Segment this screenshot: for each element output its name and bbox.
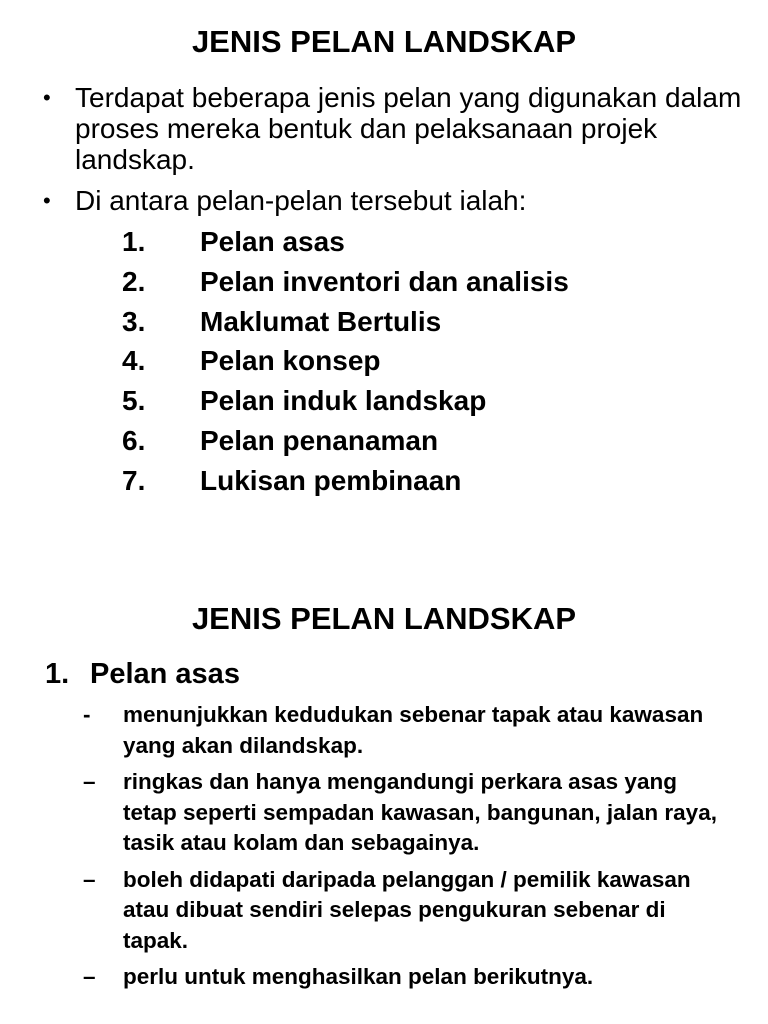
dash-marker: - bbox=[83, 702, 91, 727]
item-text: Pelan inventori dan analisis bbox=[200, 265, 569, 297]
list-item bbox=[122, 262, 569, 302]
item-text: boleh didapati daripada pelanggan / pemilik kawasan atau dibuat sendiri selepas pengukuran sebenar di tapak. bbox=[123, 866, 691, 953]
intro-bullet-list bbox=[43, 82, 743, 226]
item-text: Pelan konsep bbox=[200, 345, 381, 377]
item-text: Pelan asas bbox=[200, 226, 345, 257]
slide-1-title: JENIS PELAN LANDSKAP bbox=[191, 24, 577, 59]
bullet-text: Di antara pelan-pelan tersebut ialah: bbox=[75, 185, 527, 216]
item-number: 6. bbox=[122, 424, 146, 456]
list-item bbox=[83, 865, 723, 957]
list-item bbox=[83, 700, 723, 761]
list-item bbox=[122, 381, 569, 421]
list-item bbox=[83, 962, 723, 993]
dash-marker: – bbox=[83, 964, 96, 989]
item-text: Pelan penanaman bbox=[200, 424, 439, 456]
plan-type-list bbox=[122, 222, 569, 501]
bullet-item bbox=[43, 185, 743, 216]
dash-marker: – bbox=[83, 866, 96, 892]
section-heading bbox=[45, 657, 240, 691]
bullet-marker: • bbox=[43, 85, 51, 110]
item-number: 7. bbox=[122, 464, 146, 496]
list-item bbox=[122, 302, 569, 342]
list-item bbox=[122, 222, 569, 262]
section-title: Pelan asas bbox=[90, 658, 240, 690]
bullet-text: Terdapat beberapa jenis pelan yang digunakan dalam proses mereka bentuk dan pelaksanaan projek landskap. bbox=[75, 82, 742, 175]
slide-2 bbox=[0, 512, 768, 1024]
item-number: 3. bbox=[122, 305, 146, 337]
item-text: Lukisan pembinaan bbox=[200, 464, 462, 496]
section-number: 1. bbox=[45, 658, 70, 690]
description-list bbox=[83, 700, 723, 999]
item-text: ringkas dan hanya mengandungi perkara asas yang tetap seperti sempadan kawasan, bangunan, jalan raya, tasik atau kolam dan sebagainya. bbox=[123, 769, 717, 855]
slide-2-title: JENIS PELAN LANDSKAP bbox=[191, 601, 577, 636]
item-number: 4. bbox=[122, 345, 146, 377]
item-number: 1. bbox=[122, 226, 146, 257]
item-number: 5. bbox=[122, 385, 146, 417]
bullet-item bbox=[43, 82, 743, 175]
item-text: Maklumat Bertulis bbox=[200, 305, 442, 337]
dash-marker: – bbox=[83, 769, 96, 794]
list-item bbox=[122, 341, 569, 381]
list-item bbox=[83, 767, 723, 859]
list-item bbox=[122, 421, 569, 461]
item-text: Pelan induk landskap bbox=[200, 385, 487, 417]
list-item bbox=[122, 461, 569, 501]
item-number: 2. bbox=[122, 265, 146, 297]
item-text: perlu untuk menghasilkan pelan berikutnya. bbox=[123, 964, 594, 989]
item-text: menunjukkan kedudukan sebenar tapak atau kawasan yang akan dilandskap. bbox=[123, 702, 704, 758]
bullet-marker: • bbox=[43, 188, 51, 213]
